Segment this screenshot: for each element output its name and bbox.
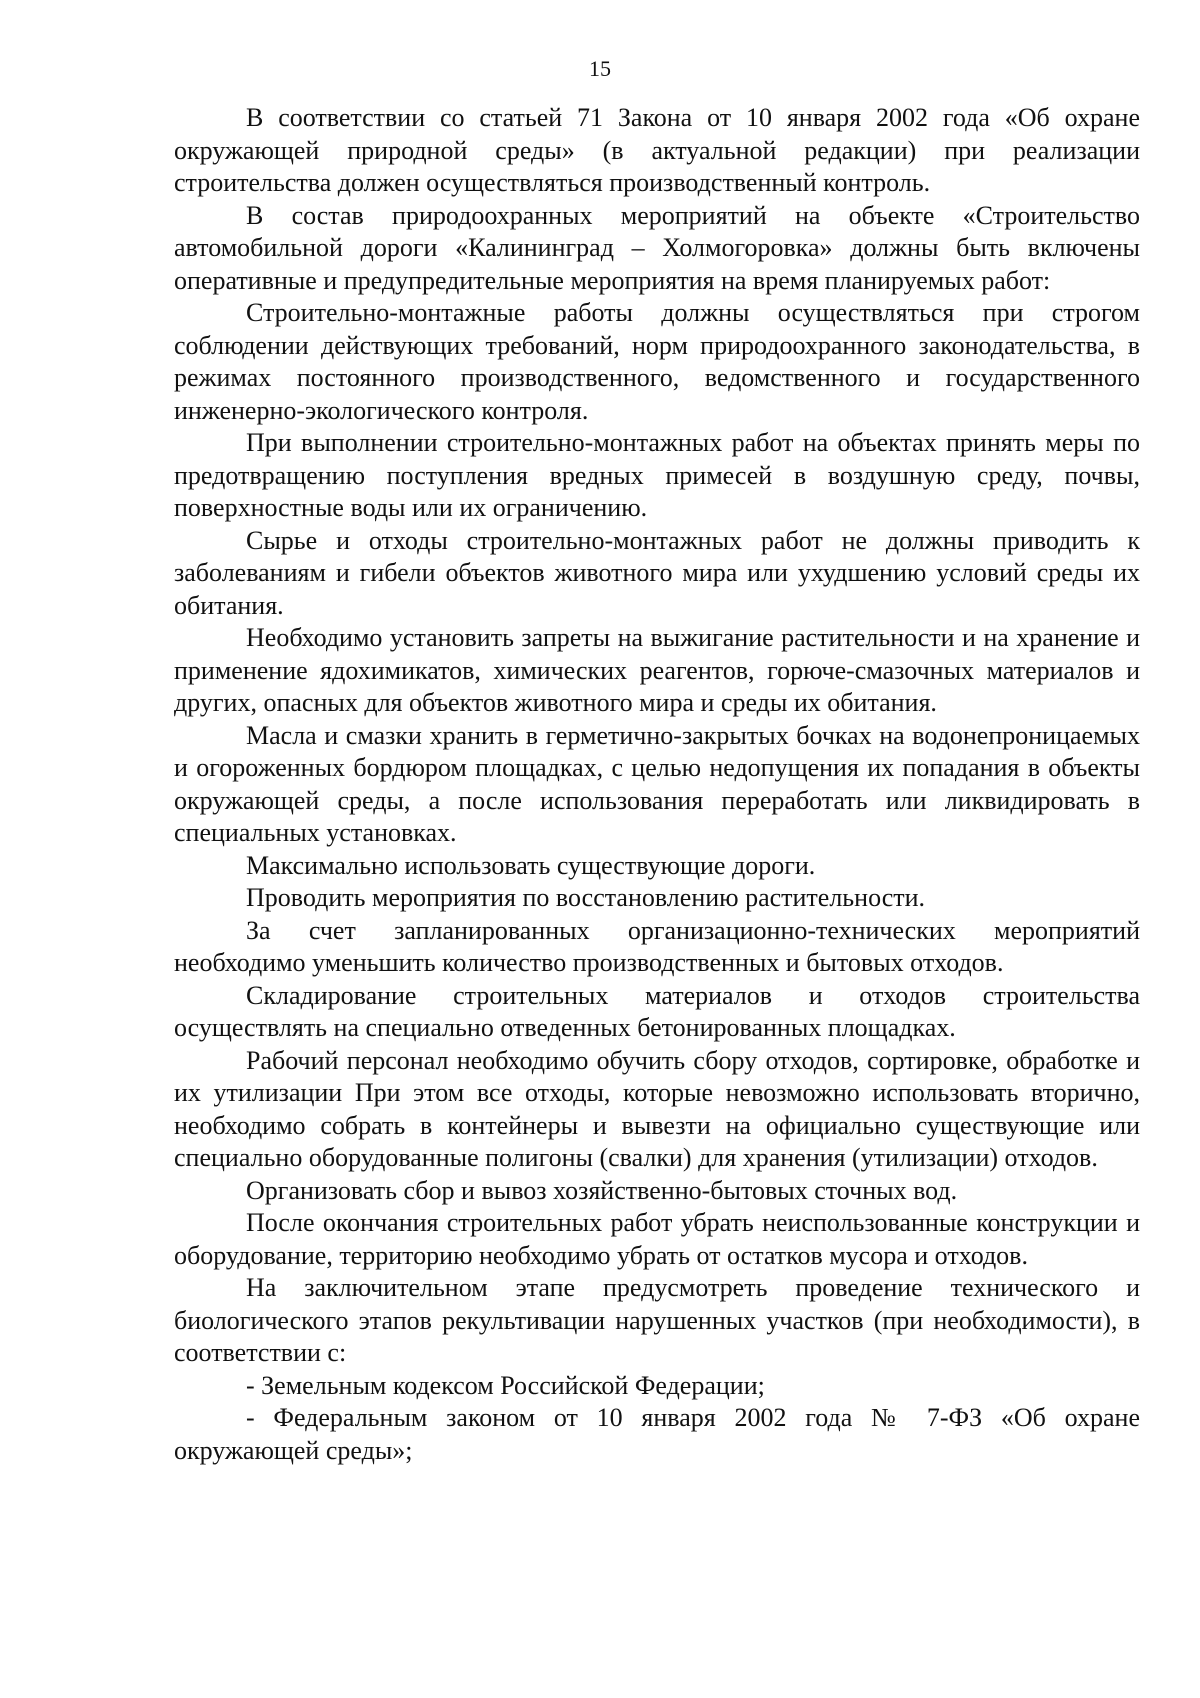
paragraph: При выполнении строительно-монтажных работ на объектах принять меры по предотвращению поступления вредных примесей в воздушную среду, почвы, поверхностные воды или их ограничению. — [174, 428, 1140, 522]
paragraph: После окончания строительных работ убрать неиспользованные конструкции и оборудование, территорию необходимо убрать от остатков мусора и отходов. — [174, 1208, 1140, 1270]
paragraph: В соответствии со статьей 71 Закона от 10 января 2002 года «Об охране окружающей природной среды» (в актуальной редакции) при реализации строительства должен осуществляться производственный контроль. — [174, 103, 1140, 197]
list-item: - Федеральным законом от 10 января 2002 года № 7-ФЗ «Об охране окружающей среды»; — [174, 1403, 1140, 1465]
paragraph: Строительно-монтажные работы должны осуществляться при строгом соблюдении действующих требований, норм природоохранного законодательства, в режимах постоянного производственного, ведомственного и государственного инженерно-экологического контроля. — [174, 298, 1140, 425]
paragraph: Максимально использовать существующие дороги. — [246, 850, 816, 880]
document-body — [174, 102, 1140, 1467]
paragraph: На заключительном этапе предусмотреть проведение технического и биологического этапов рекультивации нарушенных участков (при необходимости), в соответствии с: — [174, 1273, 1140, 1367]
paragraph: Сырье и отходы строительно-монтажных работ не должны приводить к заболеваниям и гибели объектов животного мира или ухудшению условий среды их обитания. — [174, 525, 1140, 620]
paragraph: Складирование строительных материалов и отходов строительства осуществлять на специально отведенных бетонированных площадках. — [174, 980, 1140, 1042]
list-item: - Земельным кодексом Российской Федерации; — [246, 1370, 765, 1400]
paragraph: Проводить мероприятия по восстановлению растительности. — [246, 883, 926, 912]
paragraph: Масла и смазки хранить в герметично-закрытых бочках на водонепроницаемых и огороженных бордюром площадках, с целью недопущения их попадания в объекты окружающей среды, а после использования переработать или ликвидировать в специальных установках. — [174, 720, 1140, 847]
page-number: 15 — [589, 56, 611, 81]
paragraph: Рабочий персонал необходимо обучить сбору отходов, сортировке, обработке и их утилизации При этом все отходы, которые невозможно использовать вторично, необходимо собрать в контейнеры и вывезти на официально существующие или специально оборудованные полигоны (свалки) для хранения (утилизации) отходов. — [174, 1045, 1140, 1172]
paragraph: Необходимо установить запреты на выжигание растительности и на хранение и применение ядохимикатов, химических реагентов, горюче-смазочных материалов и других, опасных для объектов животного мира и среды их обитания. — [174, 623, 1140, 717]
paragraph: Организовать сбор и вывоз хозяйственно-бытовых сточных вод. — [246, 1175, 958, 1205]
paragraph: В состав природоохранных мероприятий на объекте «Строительство автомобильной дороги «Калининград – Холмогоровка» должны быть включены оперативные и предупредительные мероприятия на время планируемых работ: — [174, 200, 1140, 295]
paragraph: За счет запланированных организационно-технических мероприятий необходимо уменьшить количество производственных и бытовых отходов. — [174, 915, 1140, 977]
